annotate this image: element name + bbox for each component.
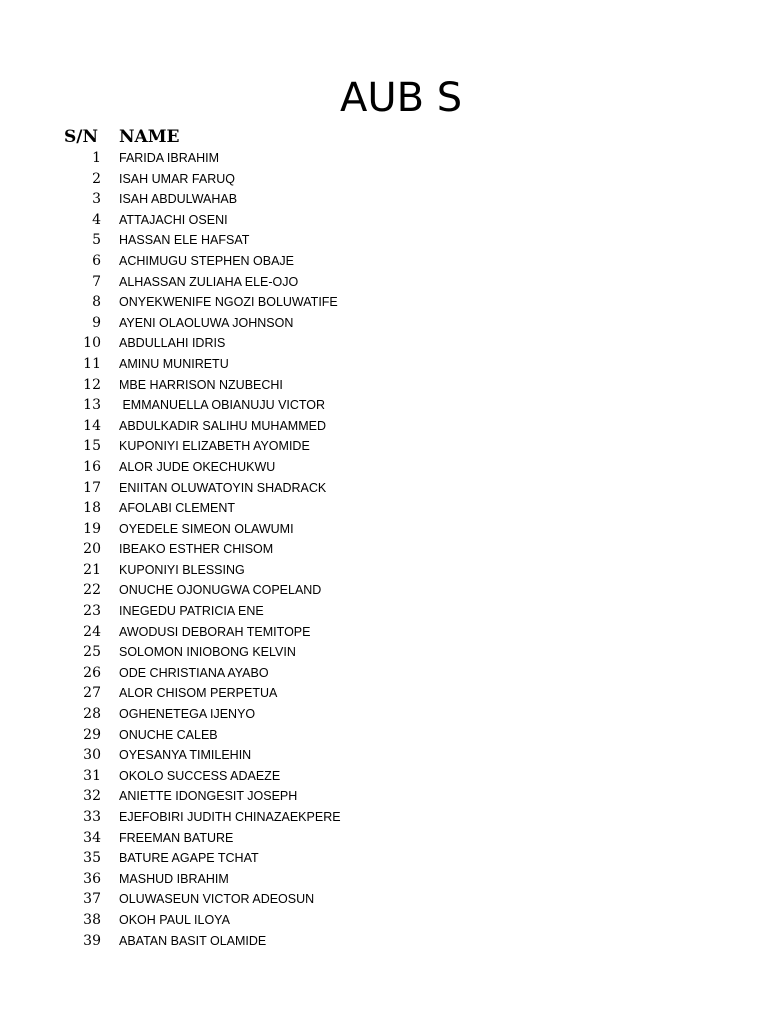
serial-number: 8 xyxy=(92,294,101,311)
serial-number: 29 xyxy=(83,726,101,743)
serial-number: 12 xyxy=(83,376,101,393)
serial-number: 18 xyxy=(83,500,101,517)
student-name: ACHIMUGU STEPHEN OBAJE xyxy=(119,253,295,268)
list-item xyxy=(0,538,768,559)
student-name: INEGEDU PATRICIA ENE xyxy=(119,604,264,619)
serial-number: 7 xyxy=(92,273,101,290)
student-name: ALOR JUDE OKECHUKWU xyxy=(119,459,276,474)
column-header-name: NAME xyxy=(119,127,180,147)
student-name: IBEAKO ESTHER CHISOM xyxy=(119,542,274,557)
student-name: ODE CHRISTIANA AYABO xyxy=(119,665,269,680)
list-item xyxy=(0,579,768,600)
student-name: ABDULLAHI IDRIS xyxy=(119,336,226,351)
student-name: HASSAN ELE HAFSAT xyxy=(119,233,250,248)
serial-number: 11 xyxy=(83,355,101,372)
serial-number: 19 xyxy=(83,520,101,537)
student-name: ONUCHE OJONUGWA COPELAND xyxy=(119,583,322,598)
list-item xyxy=(0,250,768,271)
title-container xyxy=(330,72,463,128)
list-item xyxy=(0,703,768,724)
student-name: ISAH ABDULWAHAB xyxy=(119,192,238,207)
student-name: ANIETTE IDONGESIT JOSEPH xyxy=(119,789,298,804)
student-name: EMMANUELLA OBIANUJU VICTOR xyxy=(119,398,326,413)
list-item xyxy=(0,744,768,765)
student-name: MBE HARRISON NZUBECHI xyxy=(119,377,283,392)
list-item xyxy=(0,188,768,209)
list-item xyxy=(0,147,768,168)
serial-number: 38 xyxy=(83,911,101,928)
student-name: FREEMAN BATURE xyxy=(119,830,234,845)
serial-number: 32 xyxy=(83,788,101,805)
serial-number: 34 xyxy=(83,829,101,846)
list-item xyxy=(0,868,768,889)
serial-number: 2 xyxy=(92,170,101,187)
list-item xyxy=(0,477,768,498)
serial-number: 37 xyxy=(83,891,101,908)
student-name: SOLOMON INIOBONG KELVIN xyxy=(119,645,296,660)
serial-number: 30 xyxy=(83,747,101,764)
list-item xyxy=(0,229,768,250)
student-name: AFOLABI CLEMENT xyxy=(119,501,235,516)
serial-number: 31 xyxy=(83,767,101,784)
student-name: FARIDA IBRAHIM xyxy=(119,151,220,165)
list-item xyxy=(0,415,768,436)
serial-number: 15 xyxy=(83,438,101,455)
list-item xyxy=(0,456,768,477)
serial-number: 26 xyxy=(83,664,101,681)
list-item xyxy=(0,765,768,786)
serial-number: 5 xyxy=(92,232,101,249)
student-name: OYESANYA TIMILEHIN xyxy=(119,748,252,763)
list-item xyxy=(0,559,768,580)
student-name: ABATAN BASIT OLAMIDE xyxy=(119,933,267,948)
list-item xyxy=(0,785,768,806)
student-name: ALHASSAN ZULIAHA ELE-OJO xyxy=(119,274,299,289)
student-name: ISAH UMAR FARUQ xyxy=(119,171,235,186)
serial-number: 4 xyxy=(92,211,101,228)
serial-number: 9 xyxy=(92,314,101,331)
list-item xyxy=(0,600,768,621)
list-item xyxy=(0,497,768,518)
student-name: ENIITAN OLUWATOYIN SHADRACK xyxy=(119,480,327,495)
student-name: KUPONIYI ELIZABETH AYOMIDE xyxy=(119,439,310,454)
student-name: EJEFOBIRI JUDITH CHINAZAEKPERE xyxy=(119,810,341,824)
student-name: ONUCHE CALEB xyxy=(119,727,218,742)
serial-number: 1 xyxy=(92,150,101,166)
student-name: OGHENETEGA IJENYO xyxy=(119,707,256,722)
list-item xyxy=(0,724,768,745)
serial-number: 20 xyxy=(83,541,101,558)
student-name: KUPONIYI BLESSING xyxy=(119,562,245,577)
list-item xyxy=(0,291,768,312)
serial-number: 25 xyxy=(83,644,101,661)
student-name: AYENI OLAOLUWA JOHNSON xyxy=(119,315,294,330)
list-item xyxy=(0,353,768,374)
student-name: OKOLO SUCCESS ADAEZE xyxy=(119,768,281,783)
serial-number: 36 xyxy=(83,870,101,887)
student-name: ATTAJACHI OSENI xyxy=(119,212,228,227)
list-item xyxy=(0,374,768,395)
serial-number: 39 xyxy=(83,932,101,949)
serial-number: 14 xyxy=(83,417,101,434)
list-item xyxy=(0,641,768,662)
serial-number: 13 xyxy=(83,397,101,414)
serial-number: 6 xyxy=(92,252,101,269)
column-header-sn: S/N xyxy=(64,127,99,147)
name-list xyxy=(0,147,768,950)
student-name: OKOH PAUL ILOYA xyxy=(119,912,230,927)
list-item xyxy=(0,847,768,868)
serial-number: 24 xyxy=(83,623,101,640)
student-name: BATURE AGAPE TCHAT xyxy=(119,851,259,866)
list-item xyxy=(0,682,768,703)
serial-number: 28 xyxy=(83,706,101,723)
serial-number: 3 xyxy=(92,191,101,208)
list-item xyxy=(0,930,768,951)
list-item xyxy=(0,621,768,642)
serial-number: 23 xyxy=(83,603,101,620)
list-item xyxy=(0,312,768,333)
list-item xyxy=(0,168,768,189)
list-item xyxy=(0,518,768,539)
list-item xyxy=(0,806,768,827)
student-name: ONYEKWENIFE NGOZI BOLUWATIFE xyxy=(119,295,338,310)
serial-number: 35 xyxy=(83,850,101,867)
serial-number: 16 xyxy=(83,458,101,475)
serial-number: 27 xyxy=(83,685,101,702)
serial-number: 33 xyxy=(83,809,101,825)
list-item xyxy=(0,271,768,292)
serial-number: 22 xyxy=(83,582,101,599)
serial-number: 21 xyxy=(83,561,101,578)
student-name: AWODUSI DEBORAH TEMITOPE xyxy=(119,624,311,639)
page-title: AUB S xyxy=(340,75,463,121)
list-item xyxy=(0,332,768,353)
student-name: ABDULKADIR SALIHU MUHAMMED xyxy=(119,418,326,433)
student-name: OLUWASEUN VICTOR ADEOSUN xyxy=(119,892,315,907)
student-name: ALOR CHISOM PERPETUA xyxy=(119,686,278,701)
student-name: AMINU MUNIRETU xyxy=(119,356,229,371)
list-item xyxy=(0,888,768,909)
student-name: MASHUD IBRAHIM xyxy=(119,871,229,886)
serial-number: 10 xyxy=(83,335,101,352)
list-item xyxy=(0,827,768,848)
list-item xyxy=(0,909,768,930)
student-name: OYEDELE SIMEON OLAWUMI xyxy=(119,521,294,536)
list-item xyxy=(0,209,768,230)
list-item xyxy=(0,435,768,456)
serial-number: 17 xyxy=(83,479,101,496)
list-item xyxy=(0,394,768,415)
list-item xyxy=(0,662,768,683)
